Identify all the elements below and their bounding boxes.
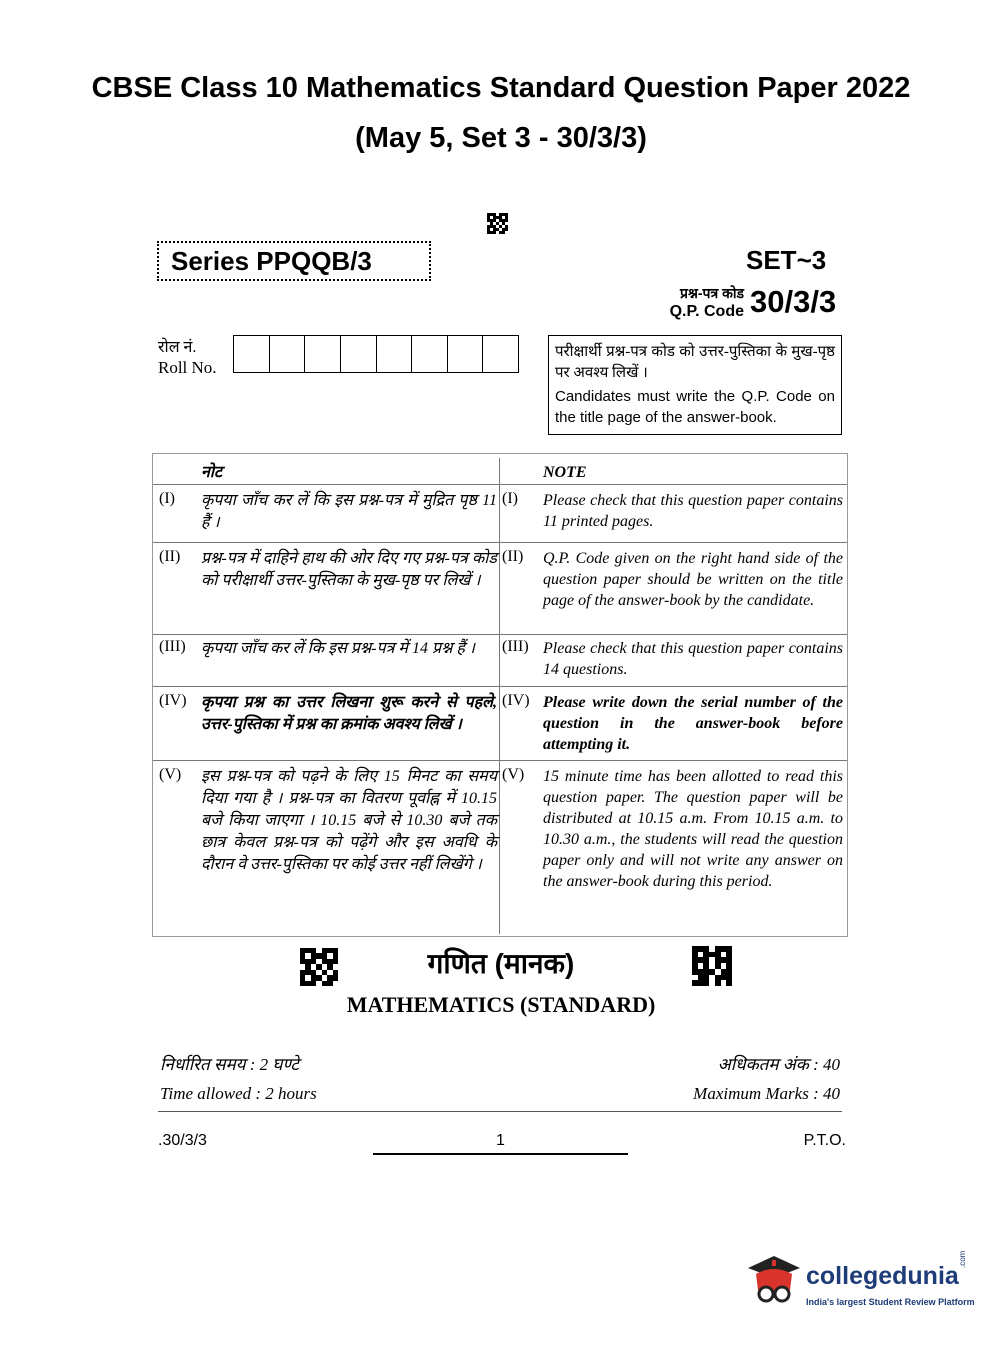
roll-label-en: Roll No.	[158, 358, 217, 377]
max-marks-hi: अधिकतम अंक : 40	[717, 1055, 840, 1074]
subject-title-hi: गणित (मानक)	[427, 948, 575, 979]
brand-tagline: India's largest Student Review Platform	[806, 1297, 975, 1307]
max-marks-en: Maximum Marks : 40	[693, 1084, 840, 1103]
qp-code-label-hi: प्रश्न-पत्र कोड	[680, 285, 744, 301]
page-number-underline	[373, 1153, 628, 1155]
notes-table: नोट NOTE (I) कृपया जाँच कर लें कि इस प्रश्न-पत्र में मुद्रित पृष्ठ 11 हैं । (I) Please check that this question paper contains 11 printed pages. (II) प्रश्न-पत्र में दाहिने हाथ की ओर दिए गए प्रश्न-पत्र कोड को परीक्षार्थी उत्तर-पुस्तिका के मुख-पृष्ठ पर लिखें । (II) Q.P. Code given on the right hand side of the question paper should be written on the title page of the answer-book by the candidate. (III) कृपया जाँच कर लें कि इस प्रश्न-पत्र में 14 प्रश्न हैं । (III) Please check that this question paper contains 14 questions. (IV) कृपया प्रश्न का उत्तर लिखना शुरू करने से पहले, उत्तर-पुस्तिका में प्रश्न का क्रमांक अवश्य लिखें । (IV) Please write down the serial number of the question in the answer-book before attempting it. (V) इस प्रश्न-पत्र को पढ़ने के लिए 15 मिनट का समय दिया गया है । प्रश्न-पत्र का वितरण पूर्वाह्न में 10.15 बजे किया जाएगा । 10.15 बजे से 10.30 बजे तक छात्र केवल प्रश्न-पत्र को पढ़ेंगे और इस अवधि के दौरान वे उत्तर-पुस्तिका पर कोई उत्तर नहीं लिखेंगे । (V) 15 minute time has been allotted to read this question paper. The question paper will be distributed at 10.15 a.m. From 10.15 a.m. to 10.30 a.m., the students will read the question paper only and will not write any answer on the answer-book during this period.	[152, 453, 848, 937]
pto-label: P.T.O.	[803, 1132, 846, 1149]
roll-label-hi: रोल नं.	[158, 339, 197, 356]
series-label: Series PPQQB/3	[157, 241, 431, 281]
candidate-instruction-box	[548, 335, 842, 435]
subject-title-en: MATHEMATICS (STANDARD)	[346, 992, 656, 1017]
qp-code-label-en: Q.P. Code	[669, 303, 744, 320]
qr-code-icon	[487, 213, 508, 234]
brand-suffix: .com	[958, 1250, 967, 1268]
page-title: CBSE Class 10 Mathematics Standard Question Paper 2022	[91, 72, 911, 104]
candidate-instruction-hi: परीक्षार्थी प्रश्न-पत्र कोड को उत्तर-पुस्तिका के मुख-पृष्ठ पर अवश्य लिखें ।	[555, 344, 835, 381]
notes-header-hi: नोट	[201, 464, 223, 481]
divider	[158, 1111, 842, 1112]
set-label: SET~3	[746, 245, 827, 275]
qr-code-icon	[692, 946, 732, 986]
collegedunia-mascot-icon	[744, 1250, 804, 1312]
time-allowed-en: Time allowed : 2 hours	[160, 1084, 317, 1103]
time-allowed-hi: निर्धारित समय : 2 घण्टे	[160, 1055, 299, 1074]
brand-name: collegedunia	[806, 1262, 959, 1290]
page-subtitle: (May 5, Set 3 - 30/3/3)	[355, 122, 647, 154]
roll-number-boxes[interactable]	[233, 335, 519, 373]
footer-code: .30/3/3	[158, 1132, 207, 1149]
notes-header-en: NOTE	[543, 464, 587, 481]
page-number: 1	[496, 1132, 505, 1149]
qp-code-value: 30/3/3	[750, 284, 837, 319]
candidate-instruction-en: Candidates must write the Q.P. Code on the title page of the answer-book.	[555, 388, 835, 426]
